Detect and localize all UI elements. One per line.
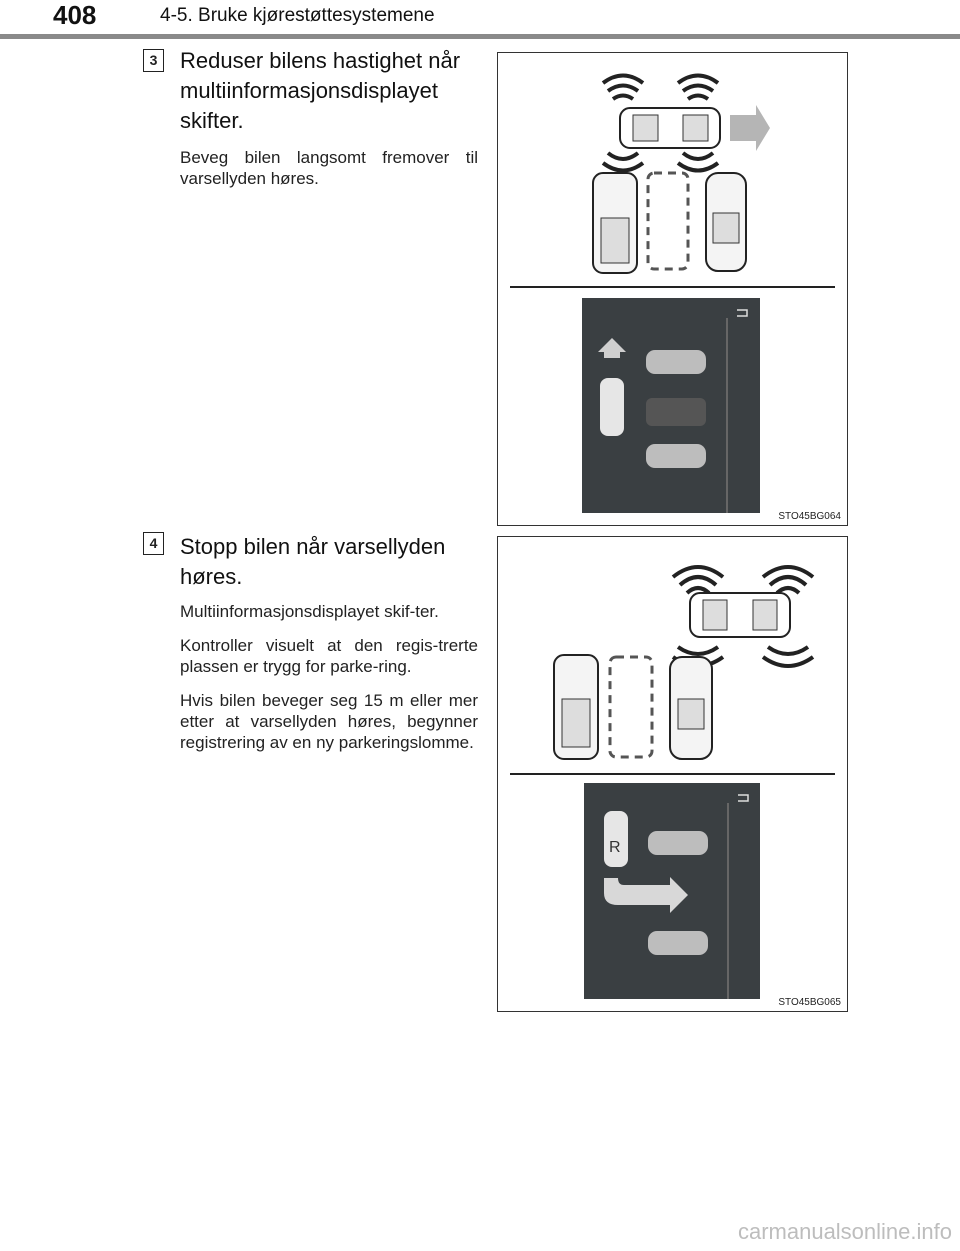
step-4-paragraph: Kontroller visuelt at den regis-trerte plassen er trygg for parke-ring. bbox=[180, 636, 478, 676]
multi-info-display-3 bbox=[582, 298, 760, 513]
parked-car-icon bbox=[646, 350, 706, 374]
step-4-body bbox=[180, 601, 478, 766]
step-4-paragraph: Hvis bilen beveger seg 15 m eller mer etter at varsellyden høres, begynner registrering av en ny parkeringslomme. bbox=[180, 691, 478, 752]
figure-step-4 bbox=[497, 536, 848, 1012]
reverse-path-arrow-icon bbox=[604, 877, 688, 913]
page-header bbox=[0, 0, 960, 38]
step-3-body bbox=[180, 147, 478, 202]
figure-divider bbox=[510, 286, 835, 288]
gear-indicator: R bbox=[609, 839, 621, 856]
watermark: carmanualsonline.info bbox=[737, 1219, 952, 1244]
parked-car-icon bbox=[648, 931, 708, 955]
step-number-3: 3 bbox=[143, 49, 164, 72]
parked-car-icon bbox=[646, 444, 706, 468]
page-number: 408 bbox=[53, 0, 97, 30]
display-graphic-4 bbox=[584, 783, 760, 999]
header-rule bbox=[0, 34, 960, 39]
figure-step-3 bbox=[497, 52, 848, 526]
figure-code: STO45BG064 bbox=[778, 511, 841, 522]
step-3-paragraph: Beveg bilen langsomt fremover til varsellyden høres. bbox=[180, 148, 478, 188]
parked-car-icon bbox=[648, 831, 708, 855]
parking-scene-illustration-4 bbox=[498, 537, 847, 772]
arrow-up-icon bbox=[598, 338, 626, 358]
back-icon bbox=[738, 795, 748, 801]
multi-info-display-4 bbox=[584, 783, 760, 999]
step-3-heading: Reduser bilens hastighet når multiinformasjonsdisplayet skifter. bbox=[180, 48, 461, 133]
step-4-heading: Stopp bilen når varsellyden høres. bbox=[180, 534, 446, 589]
figure-code: STO45BG065 bbox=[778, 997, 841, 1008]
free-slot-icon bbox=[646, 398, 706, 426]
own-car-icon bbox=[600, 378, 624, 436]
back-icon bbox=[737, 310, 747, 316]
parking-scene-illustration-3 bbox=[498, 53, 847, 285]
display-graphic-3 bbox=[582, 298, 760, 513]
step-number-4: 4 bbox=[143, 532, 164, 555]
section-title: 4-5. Bruke kjørestøttesystemene bbox=[160, 5, 435, 26]
step-4-paragraph: Multiinformasjonsdisplayet skif-ter. bbox=[180, 602, 439, 621]
figure-divider bbox=[510, 773, 835, 775]
